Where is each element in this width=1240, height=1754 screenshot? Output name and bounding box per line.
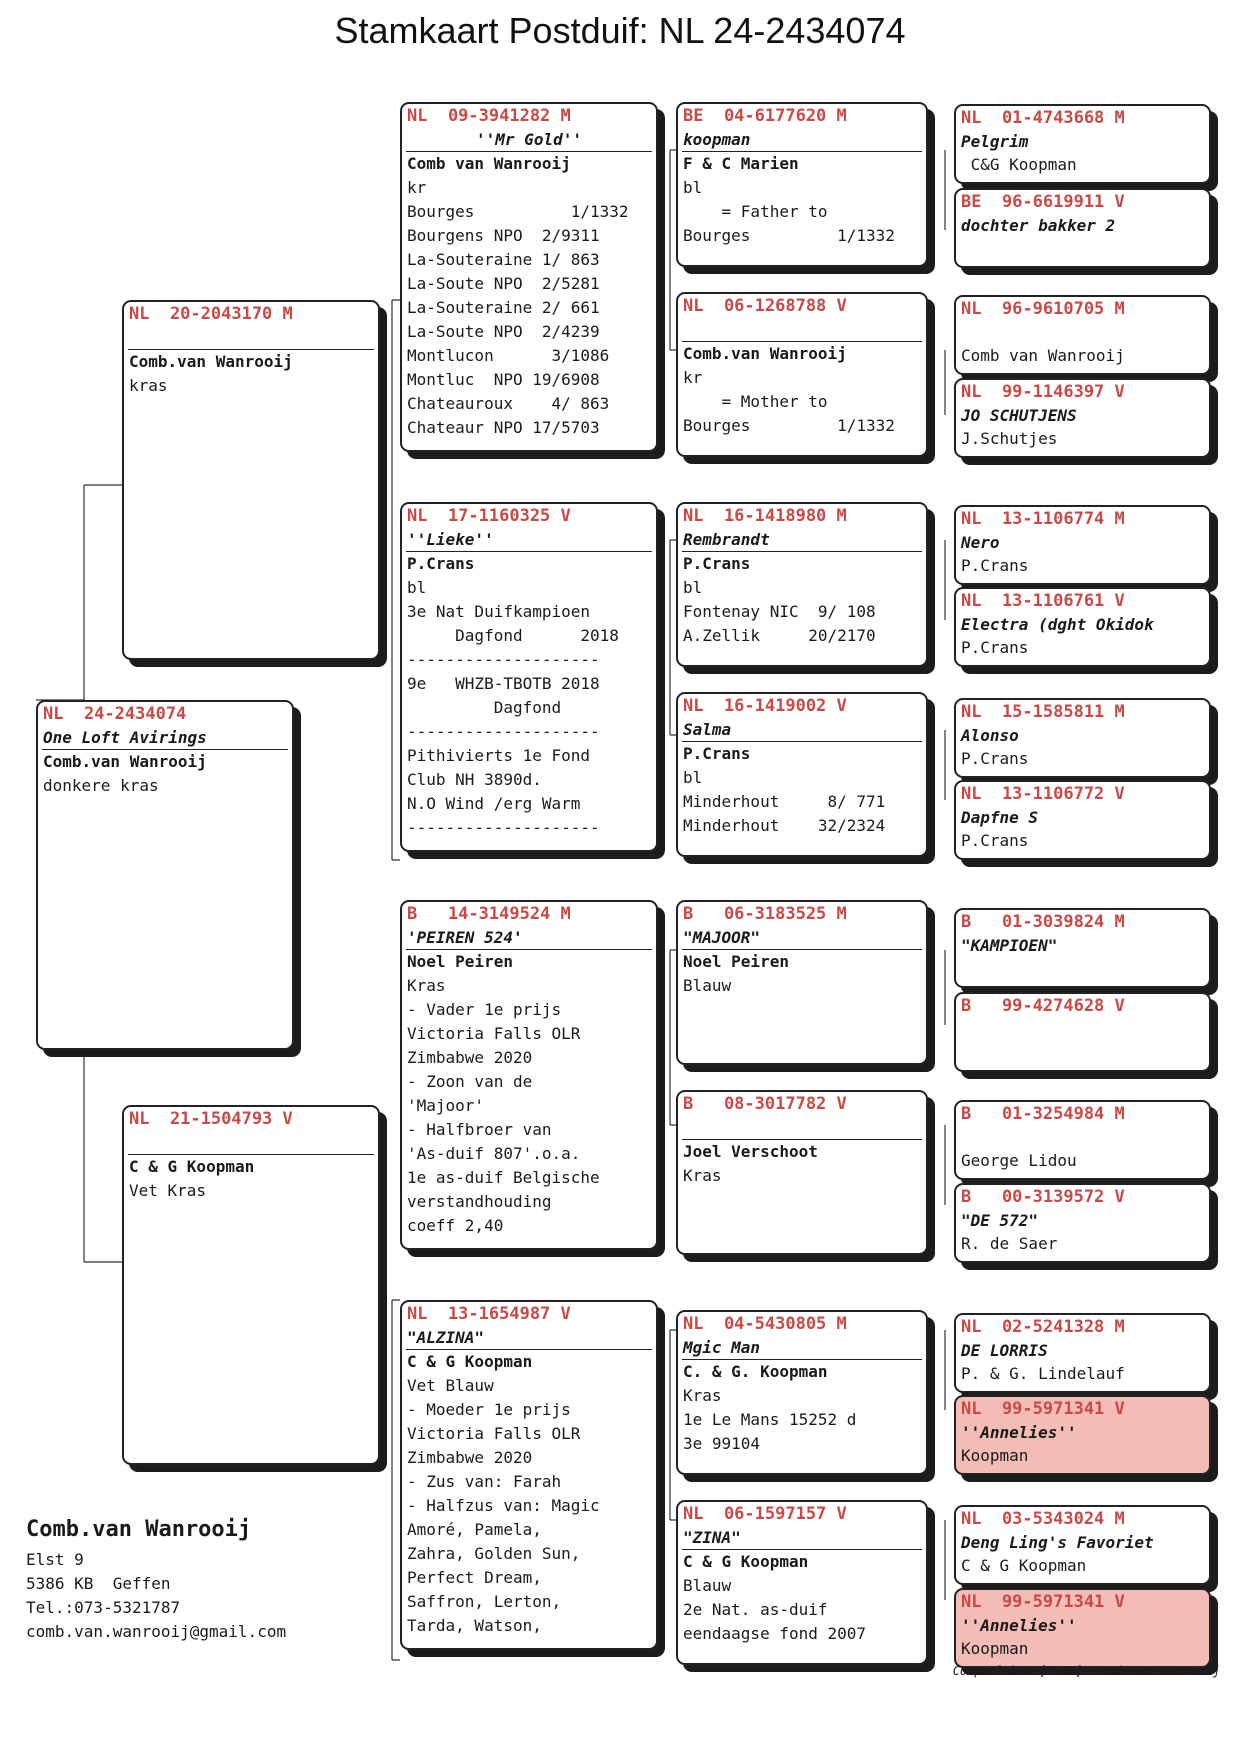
pigeon-card-g9 bbox=[954, 908, 1211, 988]
info-line: 3e Nat Duifkampioen bbox=[407, 602, 591, 621]
owner-name: Joel Verschoot bbox=[683, 1142, 818, 1161]
ring-number: NL 13-1106761 V bbox=[961, 591, 1125, 611]
info-line: La-Souteraine 2/ 661 bbox=[407, 298, 600, 317]
pigeon-name: Dapfne S bbox=[961, 808, 1039, 827]
info-line: George Lidou bbox=[961, 1151, 1077, 1170]
pigeon-name bbox=[956, 321, 1209, 344]
pigeon-name: koopman bbox=[683, 130, 751, 149]
owner-name: P.Crans bbox=[683, 554, 751, 573]
pigeon-name: Rembrandt bbox=[683, 530, 770, 549]
info-line: 2e Nat. as-duif bbox=[683, 1600, 828, 1619]
ring-number: NL 02-5241328 M bbox=[961, 1317, 1125, 1337]
pigeon-name bbox=[124, 1131, 378, 1154]
pigeon-card-dam bbox=[122, 1105, 380, 1465]
info-line: donkere kras bbox=[43, 776, 159, 795]
info-line: verstandhouding bbox=[407, 1192, 552, 1211]
pigeon-card-subject bbox=[36, 700, 294, 1050]
info-line: eendaagse fond 2007 bbox=[683, 1624, 867, 1643]
info-line: kras bbox=[129, 376, 168, 395]
info-line: Bourges 1/1332 bbox=[683, 416, 895, 435]
pigeon-card-g15 bbox=[954, 1505, 1211, 1585]
pigeon-name: "ZINA" bbox=[683, 1528, 741, 1547]
ring-number: B 14-3149524 M bbox=[407, 904, 571, 924]
info-line: - Zus van: Farah bbox=[407, 1472, 562, 1491]
ring-number: NL 03-5343024 M bbox=[961, 1509, 1125, 1529]
info-line: - Halfbroer van bbox=[407, 1120, 552, 1139]
owner-name: Comb.van Wanrooij bbox=[683, 344, 847, 363]
info-line: Bourgens NPO 2/9311 bbox=[407, 226, 600, 245]
pigeon-name bbox=[678, 1116, 926, 1139]
owner-name: Noel Peiren bbox=[407, 952, 513, 971]
pigeon-card-g16 bbox=[954, 1588, 1211, 1668]
pigeon-card-g1 bbox=[954, 104, 1211, 184]
info-line: A.Zellik 20/2170 bbox=[683, 626, 876, 645]
pigeon-name: "MAJOOR" bbox=[683, 928, 761, 947]
pigeon-name bbox=[678, 318, 926, 341]
pigeon-name: Nero bbox=[961, 533, 1000, 552]
ring-number: NL 09-3941282 M bbox=[407, 106, 571, 126]
info-line: -------------------- bbox=[407, 650, 600, 669]
info-line: Club NH 3890d. bbox=[407, 770, 542, 789]
pigeon-card-dd bbox=[400, 1300, 658, 1650]
info-line: = Mother to bbox=[683, 392, 828, 411]
owner-name: F & C Marien bbox=[683, 154, 799, 173]
info-line: Kras bbox=[407, 976, 446, 995]
info-line: La-Soute NPO 2/4239 bbox=[407, 322, 600, 341]
info-line: kr bbox=[407, 178, 427, 197]
pigeon-card-sdd bbox=[676, 692, 928, 857]
software-footer: Compuclub © [9.46] Comb.van Wanrooij bbox=[952, 1664, 1220, 1678]
info-line: P.Crans bbox=[961, 556, 1029, 575]
info-line: Minderhout 8/ 771 bbox=[683, 792, 886, 811]
info-line: Zimbabwe 2020 bbox=[407, 1448, 533, 1467]
ring-number: NL 16-1418980 M bbox=[683, 506, 847, 526]
ring-number: NL 06-1597157 V bbox=[683, 1504, 847, 1524]
info-line: C & G Koopman bbox=[961, 1556, 1087, 1575]
pigeon-card-dds bbox=[676, 1310, 928, 1475]
info-line: bl bbox=[683, 178, 703, 197]
info-line: Dagfond 2018 bbox=[407, 626, 619, 645]
ring-number: B 01-3254984 M bbox=[961, 1104, 1125, 1124]
ring-number: NL 15-1585811 M bbox=[961, 702, 1125, 722]
info-line: La-Souteraine 1/ 863 bbox=[407, 250, 600, 269]
info-line: Pithivierts 1e Fond bbox=[407, 746, 591, 765]
pigeon-name: JO SCHUTJENS bbox=[961, 406, 1077, 425]
owner-name: C. & G. Koopman bbox=[683, 1362, 828, 1381]
info-line: bl bbox=[683, 578, 703, 597]
info-line: bl bbox=[683, 768, 703, 787]
info-line: -------------------- bbox=[407, 818, 600, 837]
pigeon-name: Electra (dght Okidok bbox=[961, 615, 1154, 634]
info-line: - Halfzus van: Magic bbox=[407, 1496, 600, 1515]
ring-number: NL 96-9610705 M bbox=[961, 299, 1125, 319]
info-line: - Zoon van de bbox=[407, 1072, 533, 1091]
pigeon-card-g6 bbox=[954, 587, 1211, 667]
pigeon-name: Pelgrim bbox=[961, 132, 1029, 151]
ring-number: NL 04-5430805 M bbox=[683, 1314, 847, 1334]
info-line: Blauw bbox=[683, 976, 732, 995]
info-line: coeff 2,40 bbox=[407, 1216, 504, 1235]
info-line: 'Majoor' bbox=[407, 1096, 485, 1115]
info-line: Vet Blauw bbox=[407, 1376, 494, 1395]
breeder-phone: Tel.:073-5321787 bbox=[26, 1598, 181, 1617]
pigeon-card-g8 bbox=[954, 780, 1211, 860]
pigeon-card-ds bbox=[400, 900, 658, 1250]
pigeon-card-g11 bbox=[954, 1100, 1211, 1180]
info-line: J.Schutjes bbox=[961, 429, 1058, 448]
info-line: Zimbabwe 2020 bbox=[407, 1048, 533, 1067]
ring-number: NL 99-5971341 V bbox=[961, 1592, 1125, 1612]
breeder-address-street: Elst 9 bbox=[26, 1550, 84, 1569]
info-line: = Father to bbox=[683, 202, 828, 221]
info-line: P. & G. Lindelauf bbox=[961, 1364, 1125, 1383]
info-line: Chateaur NPO 17/5703 bbox=[407, 418, 600, 437]
info-line: Koopman bbox=[961, 1639, 1029, 1658]
owner-name: Comb.van Wanrooij bbox=[129, 352, 293, 371]
info-line: C&G Koopman bbox=[961, 155, 1077, 174]
ring-number: B 06-3183525 M bbox=[683, 904, 847, 924]
info-line: Montluc NPO 19/6908 bbox=[407, 370, 600, 389]
owner-name: Comb.van Wanrooij bbox=[43, 752, 207, 771]
info-line: Amoré, Pamela, bbox=[407, 1520, 542, 1539]
pigeon-name: ''Annelies'' bbox=[961, 1423, 1077, 1442]
pigeon-name: Salma bbox=[683, 720, 732, 739]
ring-number: B 99-4274628 V bbox=[961, 996, 1125, 1016]
info-line: R. de Saer bbox=[961, 1234, 1058, 1253]
owner-name: P.Crans bbox=[407, 554, 475, 573]
ring-number: NL 17-1160325 V bbox=[407, 506, 571, 526]
ring-number: NL 21-1504793 V bbox=[129, 1109, 293, 1129]
info-line: P.Crans bbox=[961, 638, 1029, 657]
ring-number: NL 01-4743668 M bbox=[961, 108, 1125, 128]
ring-number: NL 99-5971341 V bbox=[961, 1399, 1125, 1419]
info-line: Blauw bbox=[683, 1576, 732, 1595]
pigeon-card-dsd bbox=[676, 1090, 928, 1255]
pigeon-card-sire bbox=[122, 300, 380, 660]
pigeon-card-sss bbox=[676, 102, 928, 267]
pigeon-name: DE LORRIS bbox=[961, 1341, 1048, 1360]
info-line: Kras bbox=[683, 1386, 722, 1405]
pigeon-name: Deng Ling's Favoriet bbox=[961, 1533, 1154, 1552]
pigeon-card-ss bbox=[400, 102, 658, 452]
pigeon-card-g10 bbox=[954, 992, 1211, 1072]
pigeon-name bbox=[956, 1126, 1209, 1149]
info-line: Perfect Dream, bbox=[407, 1568, 542, 1587]
info-line: P.Crans bbox=[961, 749, 1029, 768]
pigeon-card-sd bbox=[400, 502, 658, 852]
info-line: bl bbox=[407, 578, 427, 597]
owner-name: C & G Koopman bbox=[683, 1552, 809, 1571]
info-line: Victoria Falls OLR bbox=[407, 1424, 581, 1443]
owner-name: C & G Koopman bbox=[407, 1352, 533, 1371]
info-line: Montlucon 3/1086 bbox=[407, 346, 610, 365]
ring-number: NL 16-1419002 V bbox=[683, 696, 847, 716]
owner-name: P.Crans bbox=[683, 744, 751, 763]
info-line: Zahra, Golden Sun, bbox=[407, 1544, 581, 1563]
info-line: P.Crans bbox=[961, 831, 1029, 850]
pigeon-card-g3 bbox=[954, 295, 1211, 375]
info-line: Minderhout 32/2324 bbox=[683, 816, 886, 835]
info-line: Comb van Wanrooij bbox=[961, 346, 1125, 365]
pigeon-card-g13 bbox=[954, 1313, 1211, 1393]
ring-number: NL 24-2434074 bbox=[43, 704, 187, 724]
pigeon-card-ddd bbox=[676, 1500, 928, 1665]
info-line: - Moeder 1e prijs bbox=[407, 1400, 571, 1419]
info-line: Vet Kras bbox=[129, 1181, 207, 1200]
ring-number: NL 99-1146397 V bbox=[961, 382, 1125, 402]
info-line: Fontenay NIC 9/ 108 bbox=[683, 602, 876, 621]
pigeon-name bbox=[956, 1018, 1209, 1041]
pigeon-name: ''Lieke'' bbox=[407, 530, 494, 549]
pigeon-name: "DE 572" bbox=[961, 1211, 1039, 1230]
info-line: 1e Le Mans 15252 d bbox=[683, 1410, 857, 1429]
pigeon-name: "KAMPIOEN" bbox=[961, 936, 1058, 955]
breeder-name: Comb.van Wanrooij bbox=[26, 1517, 252, 1542]
info-line: Dagfond bbox=[407, 698, 562, 717]
info-line: 3e 99104 bbox=[683, 1434, 761, 1453]
pigeon-card-g4 bbox=[954, 378, 1211, 458]
pigeon-card-g2 bbox=[954, 188, 1211, 268]
info-line: Kras bbox=[683, 1166, 722, 1185]
owner-name: Comb van Wanrooij bbox=[407, 154, 571, 173]
info-line: Bourges 1/1332 bbox=[407, 202, 629, 221]
pigeon-card-g7 bbox=[954, 698, 1211, 778]
pigeon-card-g12 bbox=[954, 1183, 1211, 1263]
info-line: Chateauroux 4/ 863 bbox=[407, 394, 610, 413]
breeder-email: comb.van.wanrooij@gmail.com bbox=[26, 1622, 287, 1641]
pigeon-name: Alonso bbox=[961, 726, 1019, 745]
pigeon-name: One Loft Avirings bbox=[43, 728, 207, 747]
breeder-contact bbox=[26, 1512, 286, 1644]
ring-number: BE 96-6619911 V bbox=[961, 192, 1125, 212]
info-line: 1e as-duif Belgische bbox=[407, 1168, 600, 1187]
pigeon-card-g14 bbox=[954, 1395, 1211, 1475]
owner-name: Noel Peiren bbox=[683, 952, 789, 971]
ring-number: NL 13-1106772 V bbox=[961, 784, 1125, 804]
ring-number: NL 06-1268788 V bbox=[683, 296, 847, 316]
breeder-address-city: 5386 KB Geffen bbox=[26, 1574, 171, 1593]
pigeon-card-sds bbox=[676, 502, 928, 667]
info-line: Koopman bbox=[961, 1446, 1029, 1465]
pigeon-name: 'PEIREN 524' bbox=[407, 928, 523, 947]
info-line: Victoria Falls OLR bbox=[407, 1024, 581, 1043]
pigeon-card-dss bbox=[676, 900, 928, 1065]
owner-name: C & G Koopman bbox=[129, 1157, 255, 1176]
info-line: 'As-duif 807'.o.a. bbox=[407, 1144, 581, 1163]
info-line: - Vader 1e prijs bbox=[407, 1000, 562, 1019]
ring-number: B 00-3139572 V bbox=[961, 1187, 1125, 1207]
ring-number: NL 13-1654987 V bbox=[407, 1304, 571, 1324]
info-line: Saffron, Lerton, bbox=[407, 1592, 562, 1611]
pigeon-name: ''Mr Gold'' bbox=[476, 130, 582, 149]
ring-number: NL 20-2043170 M bbox=[129, 304, 293, 324]
ring-number: B 01-3039824 M bbox=[961, 912, 1125, 932]
pigeon-name: "ALZINA" bbox=[407, 1328, 485, 1347]
info-line: N.O Wind /erg Warm bbox=[407, 794, 581, 813]
pigeon-name: Mgic Man bbox=[683, 1338, 761, 1357]
info-line: Bourges 1/1332 bbox=[683, 226, 895, 245]
info-line: 9e WHZB-TBOTB 2018 bbox=[407, 674, 600, 693]
pigeon-name: ''Annelies'' bbox=[961, 1616, 1077, 1635]
ring-number: BE 04-6177620 M bbox=[683, 106, 847, 126]
page-title: Stamkaart Postduif: NL 24-2434074 bbox=[334, 10, 906, 51]
info-line: kr bbox=[683, 368, 703, 387]
pigeon-name bbox=[124, 326, 378, 349]
info-line: -------------------- bbox=[407, 722, 600, 741]
info-line: Tarda, Watson, bbox=[407, 1616, 542, 1635]
pigeon-card-g5 bbox=[954, 505, 1211, 585]
pigeon-card-ssd bbox=[676, 292, 928, 457]
ring-number: B 08-3017782 V bbox=[683, 1094, 847, 1114]
info-line: La-Soute NPO 2/5281 bbox=[407, 274, 600, 293]
pigeon-name: dochter bakker 2 bbox=[961, 216, 1116, 235]
ring-number: NL 13-1106774 M bbox=[961, 509, 1125, 529]
